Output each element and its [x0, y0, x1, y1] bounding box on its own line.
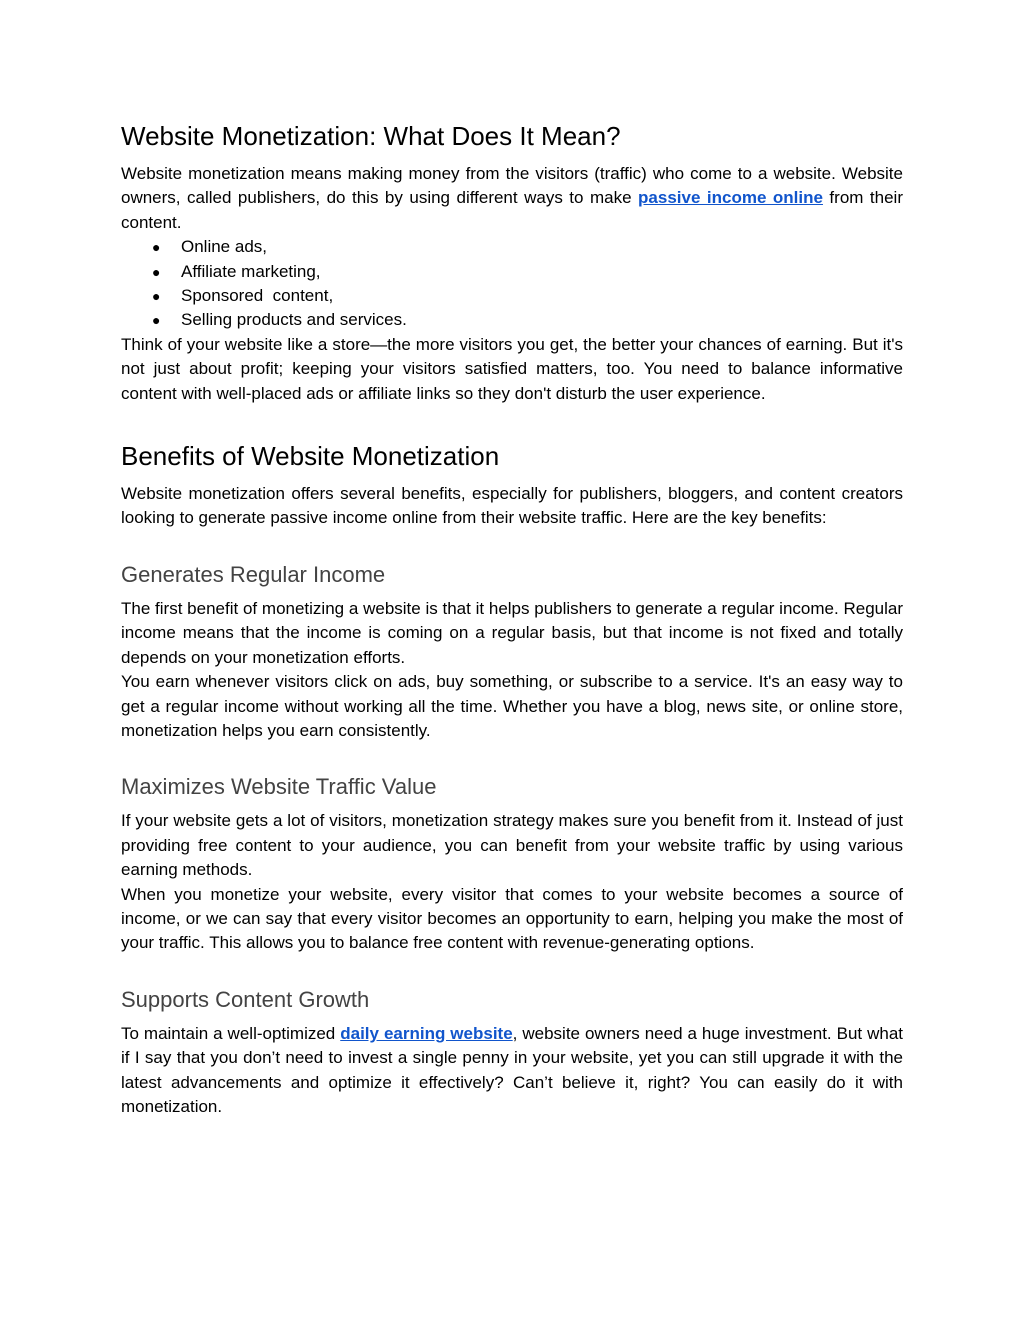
list-item-text: Affiliate marketing,: [181, 261, 321, 281]
list-item: [121, 308, 903, 332]
list-item-text: Selling products and services.: [181, 310, 407, 330]
heading-regular-income: Generates Regular Income: [121, 561, 386, 587]
bullet-icon: ●: [152, 239, 161, 256]
heading-content-growth: Supports Content Growth: [121, 986, 370, 1012]
list-item-text: Online ads,: [181, 237, 267, 257]
list-item: [121, 284, 903, 308]
bullet-icon: ●: [152, 288, 161, 305]
spacer: [121, 956, 903, 984]
list-item: [121, 260, 903, 284]
bullet-icon: ●: [152, 312, 161, 329]
content-growth-text-before-link: To maintain a well-optimized: [121, 1023, 341, 1043]
intro-text-after-link: from their content.: [121, 188, 903, 232]
traffic-value-paragraph-2: When you monetize your website, every visitor that comes to your website becomes a source of income, or we can say that every visitor becomes an opportunity to earn, helping you make the most of your traffic. This allows you to balance free content with revenue-generating options.: [121, 884, 903, 953]
passive-income-online-link[interactable]: passive income online: [638, 188, 823, 208]
benefits-intro-paragraph: Website monetization offers several benefits, especially for publishers, bloggers, and content creators looking to generate passive income online from their website traffic. Here are the key benefits:: [121, 484, 903, 528]
bullet-icon: ●: [152, 263, 161, 280]
list-item-text: Sponsored content,: [181, 286, 334, 306]
daily-earning-website-link[interactable]: daily earning website: [340, 1023, 513, 1043]
spacer: [121, 406, 903, 436]
intro-paragraph: [121, 162, 903, 235]
heading-traffic-value: Maximizes Website Traffic Value: [121, 774, 437, 800]
document-page: [121, 116, 903, 1119]
spacer: [121, 531, 903, 559]
traffic-value-paragraph-1: If your website gets a lot of visitors, monetization strategy makes sure you benefit from it. Instead of just providing free content to your audience, you can benefit from your website traffic by using various earning methods.: [121, 811, 903, 880]
heading-benefits: Benefits of Website Monetization: [121, 441, 500, 472]
content-growth-text-after-link: , website owners need a huge investment. But what if I say that you don’t need to invest a single penny in your website, yet you can still upgrade it with the latest advancements and optimize it effectively? Can’t believe it, right? You can easily do it with monetization.: [121, 1023, 903, 1116]
regular-income-paragraph-2: You earn whenever visitors click on ads, buy something, or subscribe to a service. It's an easy way to get a regular income without working all the time. Whether you have a blog, news site, or online store, monetization helps you earn consistently.: [121, 672, 903, 740]
monetization-methods-list: [121, 235, 903, 333]
store-analogy-paragraph: Think of your website like a store—the more visitors you get, the better your chances of earning. But it's not just about profit; keeping your visitors satisfied matters, too. You need to balance informative content with well-placed ads or affiliate links so they don't disturb the user experience.: [121, 334, 903, 403]
list-item: [121, 235, 903, 259]
spacer: [121, 743, 903, 771]
heading-what-does-it-mean: Website Monetization: What Does It Mean?: [121, 121, 621, 151]
intro-text-before-link: Website monetization means making money from the visitors (traffic) who come to a website. Website owners, called publishers, do this by using different ways to make: [121, 164, 903, 208]
regular-income-paragraph-1: The first benefit of monetizing a website is that it helps publishers to generate a regular income. Regular income means that the income is coming on a regular basis, but that income is not fixed and totally depends on your monetization efforts.: [121, 598, 903, 667]
content-growth-paragraph: [121, 1022, 903, 1120]
